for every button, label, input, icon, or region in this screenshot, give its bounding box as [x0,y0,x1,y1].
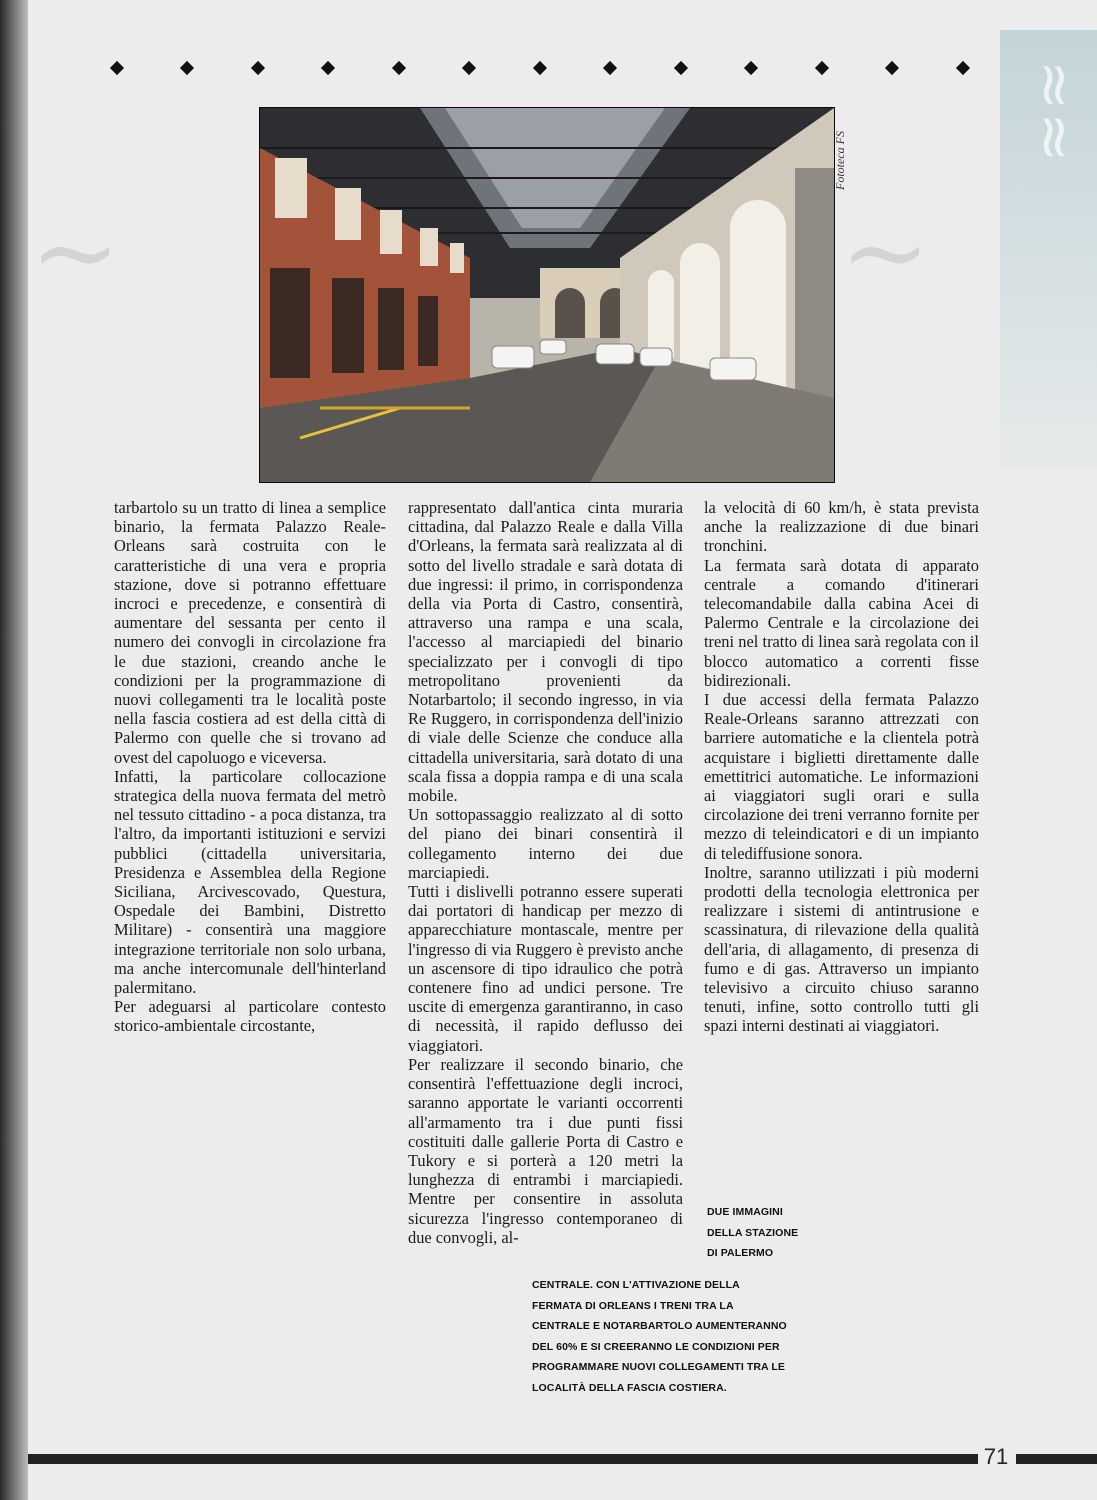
diamond-icon [885,61,899,75]
diamond-icon [392,61,406,75]
diamond-icon [603,61,617,75]
diamond-icon [674,61,688,75]
station-photo [259,107,835,483]
paragraph: Inoltre, saranno utilizzati i più moderni prodotti della tecnologia elettronica per realizzare i sistemi di antintrusione e scassinatura, di rilevazione della qualità dell'aria, di allagamento, di presenza di fumo e di gas. Attraverso un impianto televisivo a circuito chiuso saranno tenuti, infine, sotto controllo tutti gli spazi interni destinati ai viaggiatori. [704,862,979,1036]
diamond-icon [815,61,829,75]
background-graphic: ~ [840,190,931,315]
article-column-3 [704,498,979,1036]
diamond-ornament-row [108,57,988,79]
page-number: 71 [983,1444,1009,1469]
article-column-1 [114,498,386,1036]
diamond-icon [533,61,547,75]
paragraph: tarbartolo su un tratto di linea a semplice binario, la fermata Palazzo Reale-Orleans sarà costruita con le caratteristiche di una vera e propria stazione, dove si potranno effettuare incroci e precedenze, e consentirà di aumentare del sessanta per cento il numero dei convogli in circolazione fra le due stazioni, creando anche le condizioni per la programmazione di nuovi collegamenti tra le località poste nella fascia costiera ad est della città di Palermo con quelle che si trovano ad ovest del capoluogo e viceversa. [114,498,386,767]
side-banner-graphic: ≈≈ [1020,60,1090,165]
photo-caption-continued: CENTRALE. CON L'ATTIVAZIONE DELLA FERMATA DI ORLEANS I TRENI TRA LA CENTRALE E NOTARBARTOLO AUMENTERANNO DEL 60% E SI CREERANNO LE CONDIZIONI PER PROGRAMMARE NUOVI COLLEGAMENTI TRA LE LOCALITÀ DELLA FASCIA COSTIERA. [532,1279,787,1394]
diamond-icon [110,61,124,75]
paragraph: La fermata sarà dotata di apparato centrale a comando d'itinerari telecomandabile dalla cabina Acei di Palermo Centrale e la circolazione dei treni nel tratto di linea sarà regolata con il blocco automatico a correnti fisse bidirezionali. [704,555,979,690]
paragraph: Per realizzare il secondo binario, che consentirà l'effettuazione degli incroci, saranno apportate le varianti occorrenti all'armamento tra i due punti fissi costituiti dalle gallerie Porta di Castro e Tukory e si porterà a 120 metri la lunghezza di entrambi i marciapiedi. Mentre per consentire in assoluta sicurezza l'ingresso contemporaneo di due convogli, al- [408,1054,683,1247]
paragraph: Tutti i dislivelli potranno essere superati dai portatori di handicap per mezzo di apparecchiature montascale, mentre per l'ingresso di via Ruggero è previsto anche un ascensore di tipo idraulico che potrà contenere fino ad undici persone. Tre uscite di emergenza garantiranno, in caso di necessità, il rapido deflusso dei viaggiatori. [408,882,683,1055]
background-graphic: ~ [30,190,121,315]
footer-rule [1016,1454,1097,1464]
paragraph: la velocità di 60 km/h, è stata prevista anche la realizzazione di due binari tronchini. [704,498,979,556]
paragraph: rappresentato dall'antica cinta muraria cittadina, dal Palazzo Reale e dalla Villa d'Orleans, la fermata sarà realizzata al di sotto del livello stradale e sarà dotata di due ingressi: il primo, in corrispondenza della via Porta di Castro, consentirà, attraverso una rampa e una scala, l'accesso al marciapiedi del binario specializzato per i convogli di tipo metropolitano provenienti da Notarbartolo; il secondo ingresso, in via Re Ruggero, in corrispondenza dell'inizio di viale delle Scienze che conduce alla cittadella universitaria, sarà dotato di una scala fissa a doppia rampa e di una scala mobile. [408,498,683,806]
diamond-icon [321,61,335,75]
diamond-icon [956,61,970,75]
paragraph: Infatti, la particolare collocazione strategica della nuova fermata del metrò nel tessuto cittadino - a poca distanza, tra l'altro, da importanti istituzioni e servizi pubblici (cittadella universitaria, Presidenza e Assemblea della Regione Siciliana, Arcivescovado, Questura, Ospedale dei Bambini, Distretto Militare) - consentirà una maggiore integrazione territoriale non solo urbana, ma anche intercomunale dell'hinterland palermitano. [114,766,386,998]
diamond-icon [744,61,758,75]
photo-credit: Fototeca FS [833,131,847,190]
article-column-2 [408,498,683,1247]
diamond-icon [180,61,194,75]
footer-rule [28,1454,978,1464]
photo-caption-start: DUE IMMAGINI DELLA STAZIONE DI PALERMO [707,1206,799,1259]
station-illustration [260,108,834,482]
diamond-icon [462,61,476,75]
binding-gutter [0,0,28,1500]
diamond-icon [251,61,265,75]
paragraph: Un sottopassaggio realizzato al di sotto del piano dei binari consentirà il collegamento interno dei due marciapiedi. [408,805,683,882]
paragraph: Per adeguarsi al particolare contesto storico-ambientale circostante, [114,997,386,1036]
paragraph: I due accessi della fermata Palazzo Reale-Orleans saranno attrezzati con barriere automatiche e la clientela potrà acquistare i biglietti direttamente dalle emettitrici automatiche. Le informazioni ai viaggiatori sugli orari e sulla circolazione dei treni verranno fornite per mezzo di teleindicatori e di un impianto di telediffusione sonora. [704,690,979,863]
